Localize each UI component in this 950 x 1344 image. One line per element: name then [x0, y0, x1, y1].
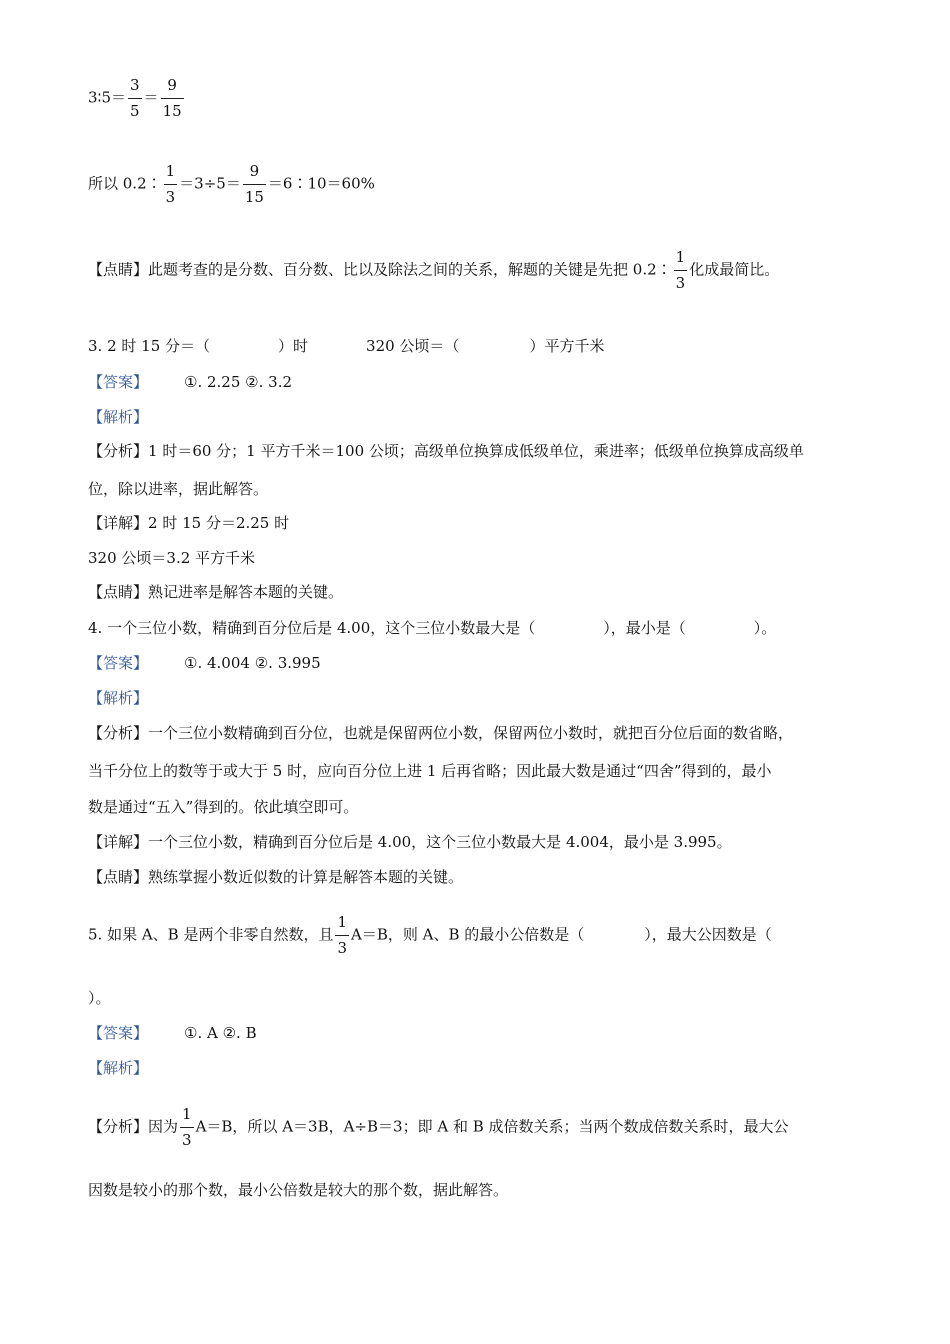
question-text: ）时 [278, 337, 309, 355]
answer-text: ①. 2.25 ②. 3.2 [184, 373, 293, 391]
detail-line [88, 832, 732, 852]
question-text: 4. 一个三位小数，精确到百分位后是 4.00，这个三位小数最大是（ [88, 619, 536, 637]
jiexi-label: 【解析】 [88, 689, 149, 707]
question-3 [88, 336, 604, 356]
dianjing-suffix: 化成最简比。 [689, 260, 780, 279]
answer-label: 【答案】 [88, 654, 149, 672]
analysis-line [88, 441, 804, 461]
question-text: ）。 [88, 989, 111, 1007]
question-4 [88, 618, 776, 638]
fraction: $\frac{1}{3}$ [165, 162, 176, 206]
analysis-text: A＝B，所以 A＝3B，A÷B＝3；即 A 和 B 成倍数关系；当两个数成倍数关系时，最大公 [195, 1117, 789, 1136]
equation-text: 3∶5＝ [88, 88, 126, 107]
equation-line-1 [88, 78, 186, 119]
fraction: $\frac{1}{3}$ [337, 913, 348, 957]
fraction: $\frac{1}{3}$ [675, 248, 686, 292]
analysis-label: 【分析】 [88, 442, 149, 460]
analysis-text: 因数是较小的那个数，最小公倍数是较大的那个数，据此解答。 [88, 1181, 509, 1199]
dianjing-label: 【点睛】 [88, 260, 149, 279]
answer-label: 【答案】 [88, 1024, 149, 1042]
analysis-line [88, 723, 793, 743]
equation-text: ＝ [143, 88, 159, 107]
dianjing-label: 【点睛】 [88, 868, 149, 886]
answer-line [88, 1023, 257, 1043]
equation-text: 所以 0.2∶ [88, 174, 162, 193]
dianjing-text: 此题考查的是分数、百分数、比以及除法之间的关系，解题的关键是先把 0.2∶ [148, 260, 672, 279]
question-text: 320 公顷＝（ [366, 337, 460, 355]
answer-text: ①. 4.004 ②. 3.995 [184, 654, 321, 672]
question-text: 3. 2 时 15 分＝（ [88, 337, 211, 355]
jiexi-label: 【解析】 [88, 408, 149, 426]
fraction: $\frac{3}{5}$ [130, 76, 140, 120]
analysis-line [88, 1107, 789, 1148]
analysis-text: 因为 [148, 1117, 179, 1136]
dianjing-line [88, 582, 343, 602]
detail-text: 一个三位小数，精确到百分位后是 4.00，这个三位小数最大是 4.004，最小是 3.995。 [148, 833, 732, 851]
question-text: ）。 [753, 619, 777, 637]
answer-line [88, 653, 321, 673]
question-text: ）平方千米 [529, 337, 605, 355]
equation-line-2 [88, 164, 375, 205]
detail-text: 2 时 15 分＝2.25 时 [148, 514, 290, 532]
dianjing-line [88, 250, 779, 291]
dianjing-line [88, 867, 463, 887]
analysis-label: 【分析】 [88, 724, 149, 742]
analysis-text: 1 时＝60 分；1 平方千米＝100 公顷；高级单位换算成低级单位，乘进率；低级单位换算成高级单 [148, 442, 804, 460]
question-5 [88, 915, 772, 956]
jiexi-label: 【解析】 [88, 1059, 149, 1077]
equation-text: ＝6∶10＝60% [267, 174, 375, 193]
detail-text: 320 公顷＝3.2 平方千米 [88, 549, 256, 567]
dianjing-text: 熟练掌握小数近似数的计算是解答本题的关键。 [148, 868, 464, 886]
detail-label: 【详解】 [88, 514, 149, 532]
answer-line [88, 372, 292, 392]
fraction: $\frac{1}{3}$ [182, 1105, 192, 1149]
detail-line [88, 513, 289, 533]
analysis-text: 当千分位上的数等于或大于 5 时，应向百分位上进 1 后再省略；因此最大数是通过“四舍”得到的，最小 [88, 762, 772, 780]
question-text: ），最大公因数是（ [644, 925, 772, 944]
fraction: $\frac{9}{15}$ [244, 162, 264, 206]
dianjing-text: 熟记进率是解答本题的关键。 [148, 583, 344, 601]
answer-label: 【答案】 [88, 373, 149, 391]
question-text: 5. 如果 A、B 是两个非零自然数，且 [88, 925, 334, 944]
fraction: $\frac{9}{15}$ [162, 76, 182, 120]
question-text: ），最小是（ [603, 619, 686, 637]
detail-label: 【详解】 [88, 833, 149, 851]
analysis-text: 数是通过“五入”得到的。依此填空即可。 [88, 798, 359, 816]
question-text: A＝B，则 A、B 的最小公倍数是（ [351, 925, 585, 944]
analysis-label: 【分析】 [88, 1117, 149, 1136]
answer-text: ①. A ②. B [184, 1024, 257, 1042]
analysis-text: 一个三位小数精确到百分位，也就是保留两位小数，保留两位小数时，就把百分位后面的数省略， [148, 724, 794, 742]
equation-text: ＝3÷5＝ [179, 174, 241, 193]
dianjing-label: 【点睛】 [88, 583, 149, 601]
analysis-text: 位，除以进率，据此解答。 [88, 480, 269, 498]
